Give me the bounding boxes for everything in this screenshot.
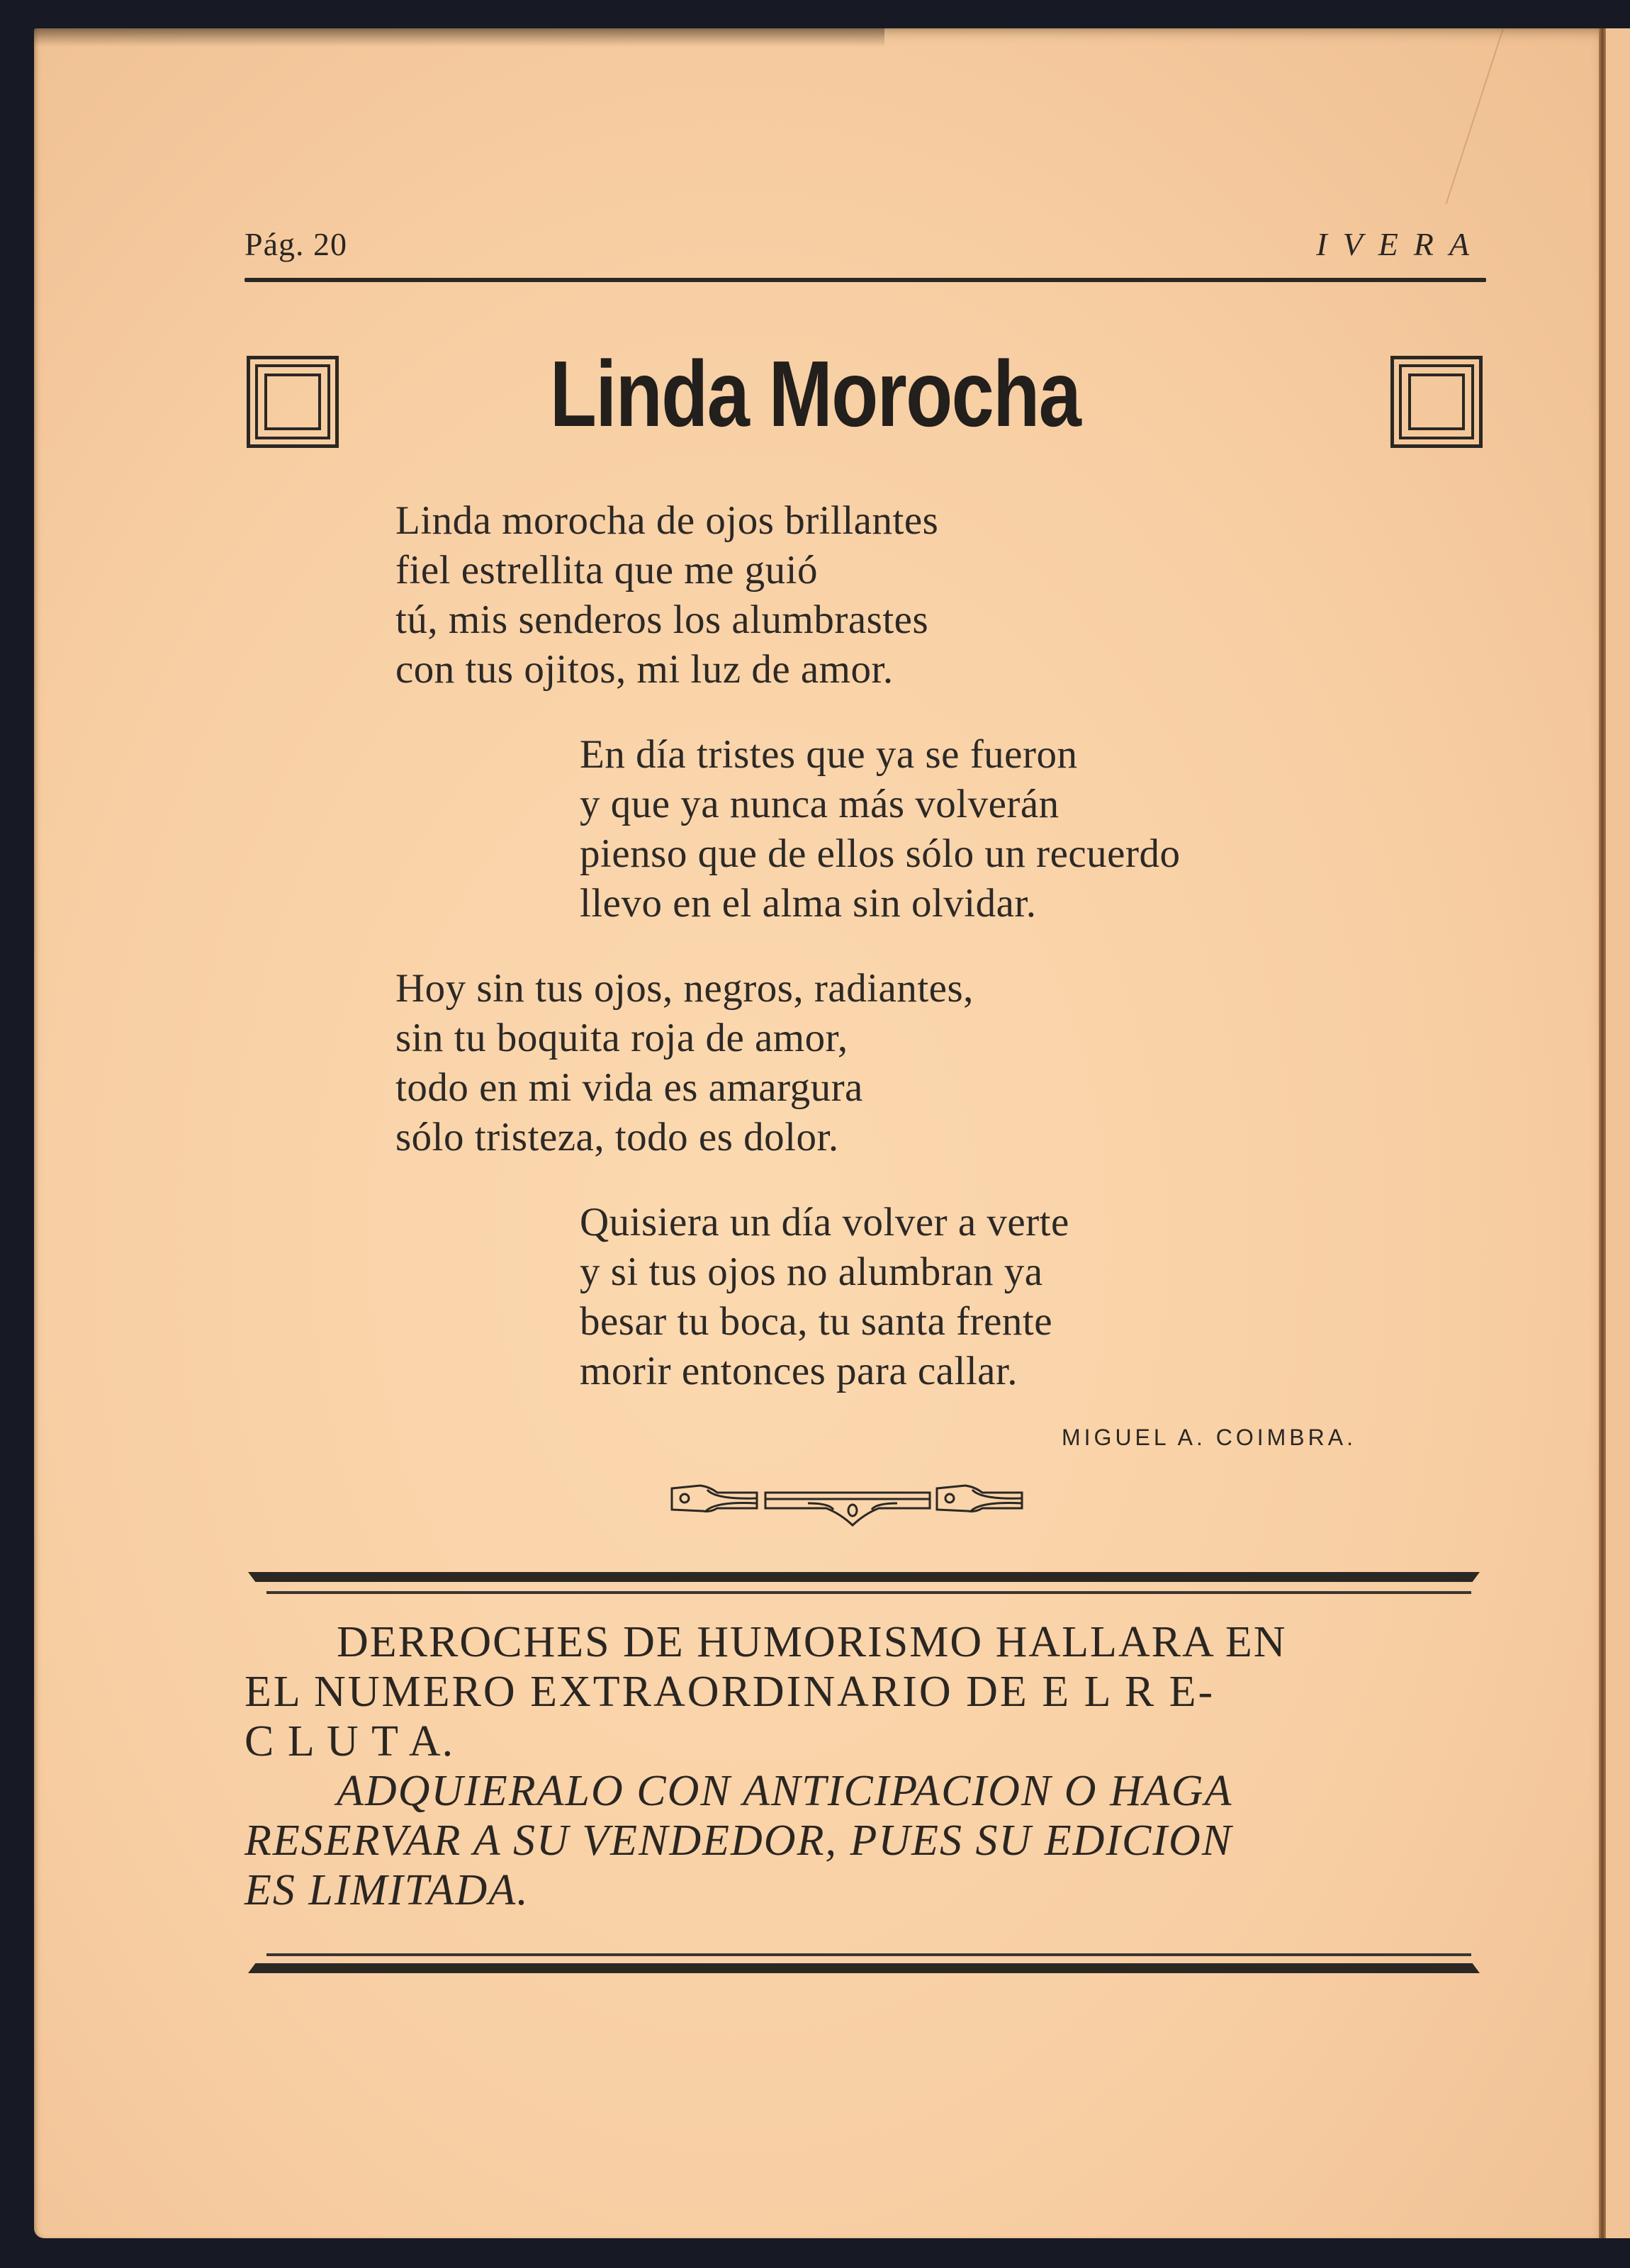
scroll-ornament-icon (666, 1480, 1070, 1529)
ad-line: EL NUMERO EXTRAORDINARIO DE E L R E- (244, 1668, 1215, 1716)
advertisement (244, 1617, 1492, 1915)
poem-stanza-3 (395, 964, 974, 1162)
poem-line: fiel estrellita que me guió (395, 548, 818, 593)
ad-line: C L U T A. (244, 1717, 455, 1765)
poem-line: Hoy sin tus ojos, negros, radiantes, (395, 966, 974, 1011)
poem-line: besar tu boca, tu santa frente (580, 1299, 1053, 1344)
poem-line: En día tristes que ya se fueron (580, 732, 1078, 777)
poem-line: con tus ojitos, mi luz de amor. (395, 647, 894, 692)
poem-line: Linda morocha de ojos brillantes (395, 498, 939, 543)
poem-line: tú, mis senderos los alumbrastes (395, 597, 929, 642)
nested-square-icon (1390, 356, 1483, 448)
ad-line: DERROCHES DE HUMORISMO HALLARA EN (337, 1618, 1287, 1666)
page-header (244, 225, 1485, 268)
section-rule-thick-bottom (248, 1963, 1480, 1973)
poem-line: Quisiera un día volver a verte (580, 1200, 1069, 1245)
poem-stanza-1 (395, 496, 938, 695)
poem-line: pienso que de ellos sólo un recuerdo (580, 831, 1181, 876)
page-number: Pág. 20 (244, 226, 347, 262)
section-rule-thin-bottom (266, 1953, 1471, 1956)
poem-line: llevo en el alma sin olvidar. (580, 881, 1037, 926)
ad-paragraph-2 (244, 1766, 1492, 1816)
poem-line: y que ya nunca más volverán (580, 782, 1060, 826)
header-rule (244, 278, 1486, 282)
poem-title: Linda Morocha (549, 342, 1081, 446)
adjacent-page-edge (1606, 28, 1630, 2238)
page-top-stain (34, 28, 884, 47)
poem-line: sólo tristeza, todo es dolor. (395, 1115, 839, 1160)
poem-author: MIGUEL A. COIMBRA. (1062, 1425, 1356, 1450)
poem-line: y si tus ojos no alumbran ya (580, 1250, 1043, 1294)
section-rule-thick-top (248, 1572, 1480, 1582)
poem-line: morir entonces para callar. (580, 1349, 1018, 1393)
ad-line: ES LIMITADA. (244, 1866, 529, 1914)
poem-line: sin tu boquita roja de amor, (395, 1016, 848, 1060)
poem-stanza-4 (580, 1198, 1069, 1396)
poem-stanza-2 (580, 730, 1180, 928)
ad-line: RESERVAR A SU VENDEDOR, PUES SU EDICION (244, 1817, 1233, 1865)
running-head: IVERA (1316, 226, 1485, 262)
ad-line: ADQUIERALO CON ANTICIPACION O HAGA (337, 1767, 1233, 1815)
page-gutter (1599, 28, 1606, 2238)
poem-line: todo en mi vida es amargura (395, 1065, 863, 1110)
ad-paragraph-1 (244, 1617, 1492, 1667)
section-rule-thin-top (266, 1591, 1471, 1594)
